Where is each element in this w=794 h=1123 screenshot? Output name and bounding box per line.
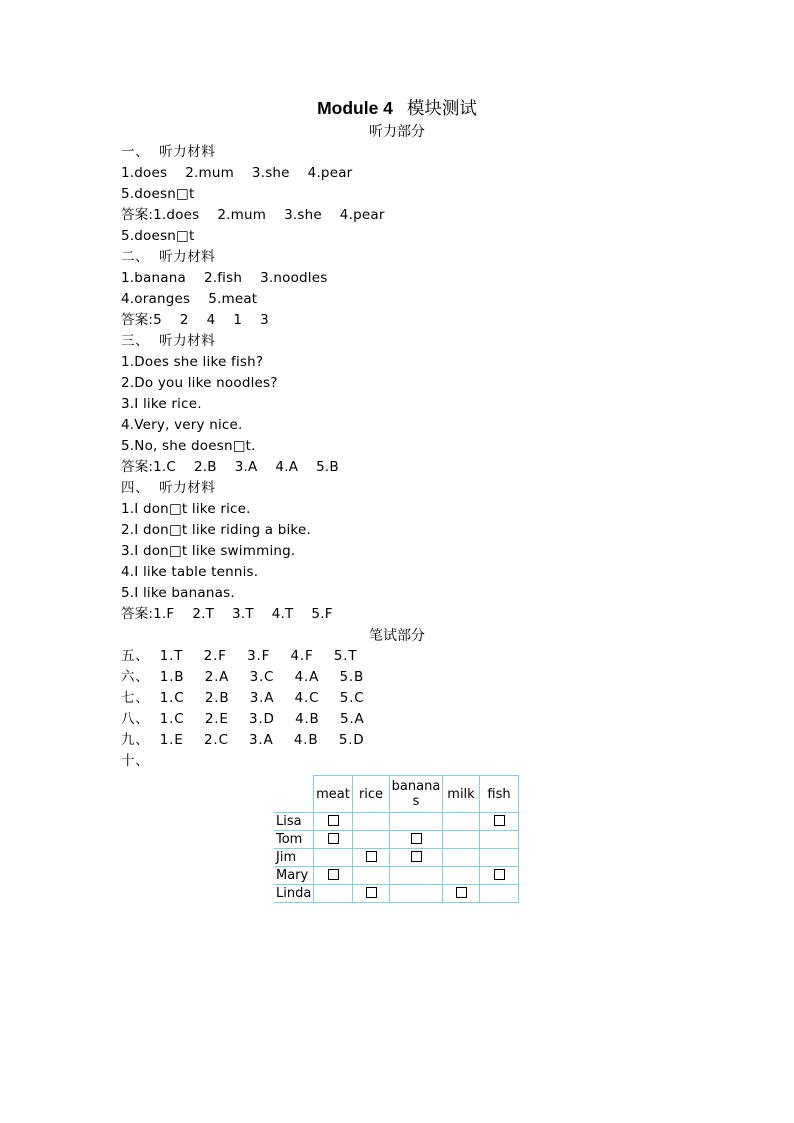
table-cell [353, 831, 390, 849]
row-name: Linda [274, 885, 314, 903]
table-cell [390, 831, 443, 849]
table-cell [314, 867, 353, 885]
table-cell [480, 885, 519, 903]
checkbox-square-icon [328, 833, 339, 844]
page-title [0, 97, 794, 119]
title-chinese: 模块测试 [406, 98, 477, 118]
answer-line: 二、 听力材料 [121, 249, 216, 265]
answer-line: 3.I don□t like swimming. [121, 543, 296, 559]
table-cell [443, 831, 480, 849]
table-row [274, 831, 519, 849]
table-cell [480, 867, 519, 885]
answer-line: 1.does 2.mum 3.she 4.pear [121, 165, 353, 181]
answer-line: 5.I like bananas. [121, 585, 235, 601]
listening-section-title: 听力部分 [369, 124, 425, 140]
answer-line: 3.I like rice. [121, 396, 202, 412]
table-cell [443, 813, 480, 831]
checkbox-square-icon [366, 887, 377, 898]
answer-line: 三、 听力材料 [121, 333, 216, 349]
checkbox-square-icon [328, 869, 339, 880]
table-cell [480, 849, 519, 867]
checkbox-square-icon [366, 851, 377, 862]
answer-line: 4.oranges 5.meat [121, 291, 258, 307]
table-cell [390, 867, 443, 885]
checkbox-square-icon [411, 851, 422, 862]
table-body [274, 813, 519, 903]
answer-line: 5.doesn□t [121, 228, 195, 244]
table-cell [390, 885, 443, 903]
answer-line: 十、 [121, 753, 150, 769]
table-cell [480, 831, 519, 849]
header-bananas: banana s [390, 776, 443, 813]
answer-line: 4.I like table tennis. [121, 564, 259, 580]
checkbox-square-icon [456, 887, 467, 898]
table-cell [443, 849, 480, 867]
answer-line: 1.I don□t like rice. [121, 501, 251, 517]
written-section-title: 笔试部分 [369, 628, 425, 644]
answer-line: 答案:1.F 2.T 3.T 4.T 5.F [121, 606, 333, 622]
answer-line: 2.Do you like noodles? [121, 375, 278, 391]
checkbox-square-icon [494, 815, 505, 826]
table-corner-cell [274, 776, 314, 813]
table-cell [353, 813, 390, 831]
table-cell [480, 813, 519, 831]
checkbox-square-icon [411, 833, 422, 844]
row-name: Jim [274, 849, 314, 867]
table-row [274, 885, 519, 903]
title-english: Module 4 [317, 98, 393, 118]
answer-line: 答案:1.does 2.mum 3.she 4.pear [121, 207, 385, 223]
header-rice: rice [353, 776, 390, 813]
table-cell [443, 885, 480, 903]
answer-line: 五、 1.T 2.F 3.F 4.F 5.T [121, 648, 358, 664]
answer-line: 答案:1.C 2.B 3.A 4.A 5.B [121, 459, 339, 475]
answer-line: 1.Does she like fish? [121, 354, 264, 370]
header-meat: meat [314, 776, 353, 813]
answer-line: 八、 1.C 2.E 3.D 4.B 5.A [121, 711, 365, 727]
answer-line: 六、 1.B 2.A 3.C 4.A 5.B [121, 669, 365, 685]
table-cell [390, 849, 443, 867]
table-cell [314, 849, 353, 867]
row-name: Lisa [274, 813, 314, 831]
answer-line: 4.Very, very nice. [121, 417, 243, 433]
table-cell [353, 885, 390, 903]
answer-line: 一、 听力材料 [121, 144, 216, 160]
table-cell [314, 813, 353, 831]
answer-line: 答案:5 2 4 1 3 [121, 312, 269, 328]
answer-line: 1.banana 2.fish 3.noodles [121, 270, 328, 286]
table-cell [443, 867, 480, 885]
answer-line: 九、 1.E 2.C 3.A 4.B 5.D [121, 732, 365, 748]
answer-line: 七、 1.C 2.B 3.A 4.C 5.C [121, 690, 365, 706]
table-cell [314, 831, 353, 849]
header-milk: milk [443, 776, 480, 813]
answer-line: 5.doesn□t [121, 186, 195, 202]
answer-line: 2.I don□t like riding a bike. [121, 522, 311, 538]
header-fish: fish [480, 776, 519, 813]
row-name: Mary [274, 867, 314, 885]
row-name: Tom [274, 831, 314, 849]
checkbox-square-icon [328, 815, 339, 826]
answer-line: 四、 听力材料 [121, 480, 216, 496]
table-cell [353, 849, 390, 867]
table-row [274, 849, 519, 867]
table-row [274, 867, 519, 885]
table-cell [314, 885, 353, 903]
table-cell [353, 867, 390, 885]
answer-line: 5.No, she doesn□t. [121, 438, 256, 454]
checkbox-square-icon [494, 869, 505, 880]
food-preference-table [274, 775, 519, 903]
table-cell [390, 813, 443, 831]
listening-answers [121, 142, 681, 625]
table-row [274, 813, 519, 831]
table-header-row [274, 776, 519, 813]
written-answers [121, 646, 681, 772]
